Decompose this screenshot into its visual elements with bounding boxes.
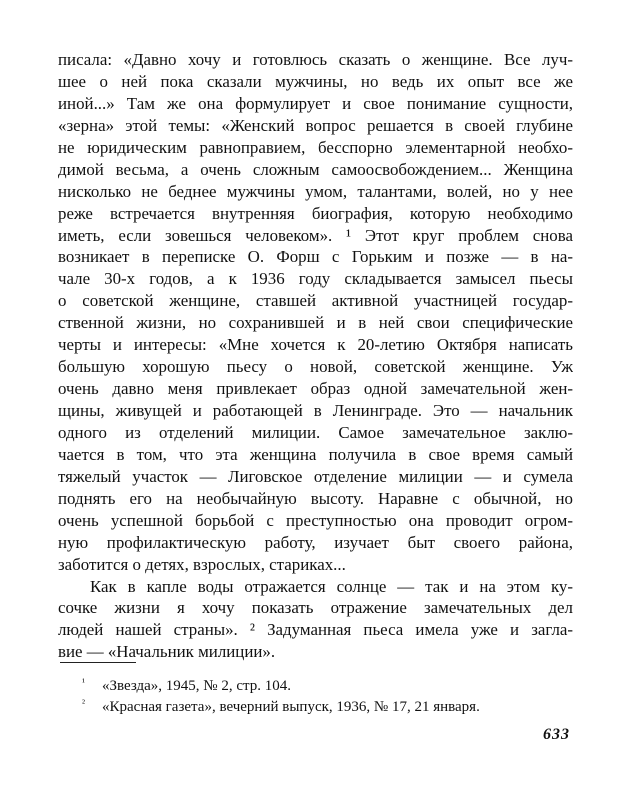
footnote (82, 697, 574, 718)
text-line: ную профилактическую работу, изучает быт своего района, (58, 532, 573, 552)
text-line: очень давно меня привлекает образ одной замечательной жен- (58, 379, 573, 399)
text-line: чале 30-х годов, а к 1936 году складывается замысел пьесы (58, 269, 573, 289)
text-line: вие — «Начальник милиции». (58, 642, 276, 662)
footnote (82, 676, 574, 697)
footnote-mark: ² (82, 698, 85, 709)
text-line: тяжелый участок — Лиговское отделение милиции — и сумела (58, 466, 573, 486)
text-line: очень успешной борьбой с преступностью она проводит огром- (58, 510, 573, 530)
text-line: не юридическим равноправием, бесспорно элементарной необхо- (58, 137, 573, 157)
text-line: о советской женщине, ставшей активной участницей государ- (58, 291, 573, 311)
main-text (58, 49, 573, 663)
text-line: сочке жизни я хочу показать отражение замечательных дел (58, 598, 573, 618)
text-line: черты и интересы: «Мне хочется к 20-летию Октября написать (58, 335, 573, 355)
text-line: щины, живущей и работающей в Ленинграде. Это — начальник (58, 401, 573, 420)
text-line: людей нашей страны». ² Задуманная пьеса имела уже и загла- (58, 620, 573, 640)
footnote-text: «Звезда», 1945, № 2, стр. 104. (102, 678, 292, 694)
text-line: нисколько не беднее мужчины умом, талантами, волей, но у нее (58, 181, 573, 201)
footnote-mark: ¹ (82, 677, 85, 688)
page-number: 633 (543, 726, 570, 743)
text-line: заботится о детях, взрослых, стариках... (58, 554, 346, 574)
text-line: димой весьма, а очень сложным самоосвобождением... Женщина (58, 159, 573, 179)
text-line: поднять его на необычайную высоту. Наравне с обычной, но (58, 488, 573, 508)
text-line: писала: «Давно хочу и готовлюсь сказать о женщине. Все луч- (58, 50, 573, 69)
text-line: иметь, если зовешься человеком». ¹ Этот круг проблем снова (58, 225, 573, 245)
footnote-text: «Красная газета», вечерний выпуск, 1936, № 17, 21 января. (102, 699, 480, 715)
footnote-divider (60, 662, 136, 663)
text-line: ственной жизни, но сохранившей и в ней свои специфические (58, 313, 573, 333)
text-line: возникает в переписке О. Форш с Горьким и позже — в на- (58, 247, 573, 267)
text-line: большую хорошую пьесу о новой, советской женщине. Уж (58, 357, 573, 377)
text-line: чается в том, что эта женщина получила в свое время самый (58, 444, 573, 464)
text-line: шее о ней пока сказали мужчины, но ведь их опыт все же (58, 71, 573, 91)
text-line: «зерна» этой темы: «Женский вопрос решается в своей глубине (58, 115, 573, 135)
text-line: одного из отделений милиции. Самое замечательное заклю- (58, 422, 573, 442)
footnotes (82, 676, 574, 718)
text-line: иной...» Там же она формулирует и свое понимание сущности, (58, 93, 573, 113)
text-line: реже встречается внутренняя биография, которую необходимо (58, 203, 573, 223)
text-line: Как в капле воды отражается солнце — так и на этом ку- (90, 576, 573, 596)
